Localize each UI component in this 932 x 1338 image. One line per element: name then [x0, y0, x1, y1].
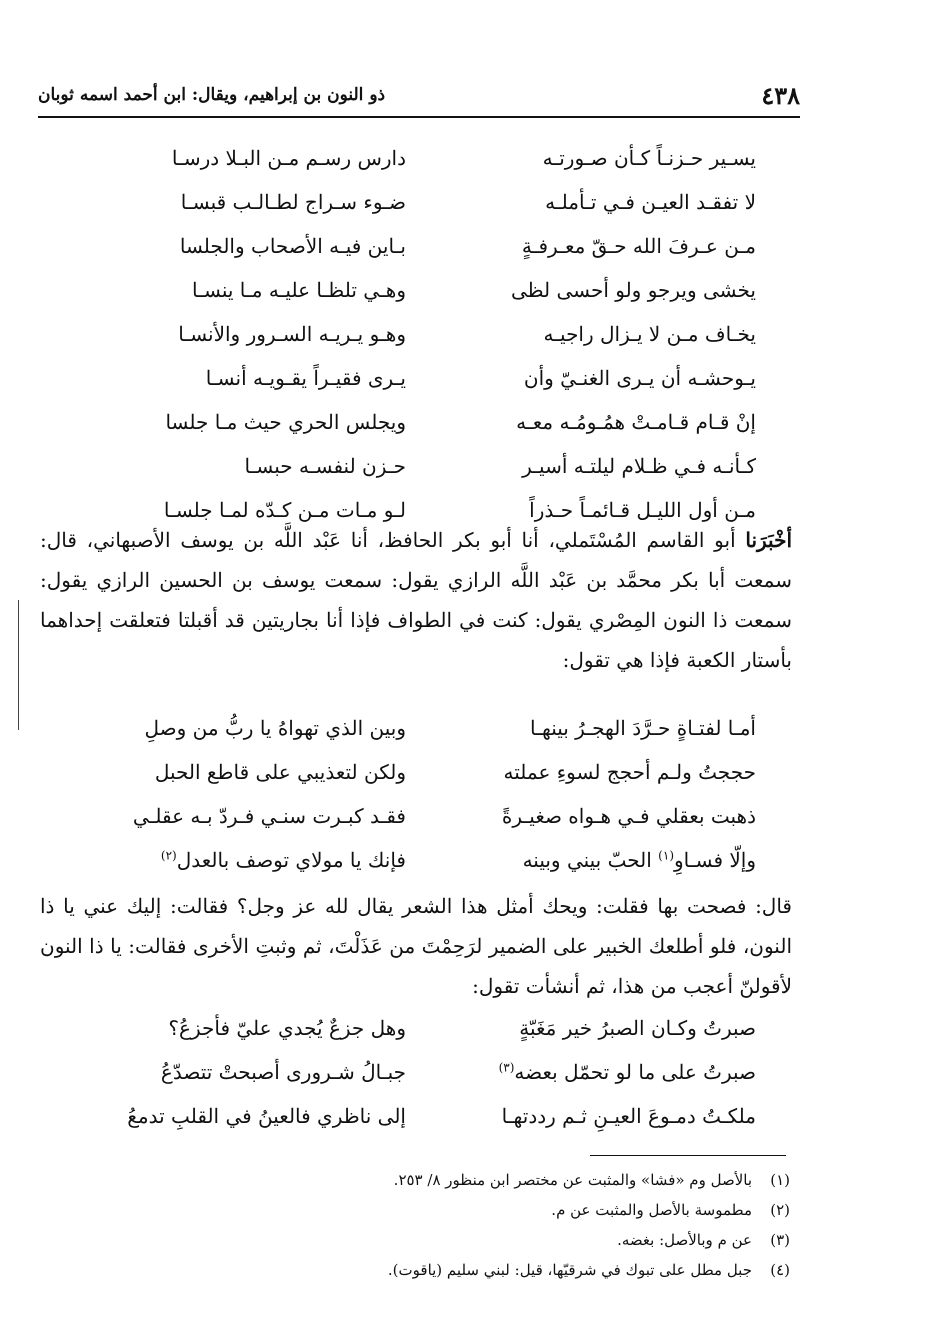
- paragraph-text: أبو القاسم المُسْتَملي، أنا أبو بكر الحافظ، أنا عَبْد اللَّه بن يوسف الأصبهاني، قال: سمعت أبا بكر محمَّد بن عَبْد اللَّه الرازي يقول: سمعت يوسف بن الحسين الرازي يقول: سمعت ذا النون المِصْري يقول: كنت في الطواف فإذا أنا بجاريتين قد أقبلتا فتعلقت إحداهما بأستار الكعبة فإذا هي تقول:: [40, 528, 792, 672]
- verse-first-hemistich: إنْ قـام قـامـتْ همُـومُـه معـه: [516, 410, 756, 434]
- footnote-marker: (٢): [160, 848, 177, 863]
- paragraph: قال: فصحت بها فقلت: ويحك أمثل هذا الشعر يقال لله عز وجل؟ فقالت: إليك عني يا ذا النون، فلو أطلعك الخبير على الضمير لرَحِمْتَ من عَذَلْتَ، ثم وثبتِ الأخرى فقالت: يا ذا النون لأقولنّ أعجب من هذا، ثم أنشأت تقول:: [40, 894, 792, 998]
- verse-second-hemistich: ولكن لتعذيبي على قاطع الحبل: [154, 760, 406, 784]
- footnote-marker: (٣): [498, 1060, 515, 1075]
- verse-first-hemistich: يسـير حـزنـاً كـأن صـورتـه: [542, 146, 756, 170]
- verse-line: [96, 706, 756, 750]
- hemistich-text: صبرتُ على ما لو تحمّل بعضه: [514, 1060, 756, 1084]
- verse-second-hemistich: بـاين فيـه الأصحاب والجلسا: [179, 234, 406, 258]
- verse-second-hemistich: [96, 838, 406, 882]
- verse-second-hemistich: ضـوء سـراج لطـالـب قبسـا: [180, 190, 406, 214]
- verse-line: [96, 400, 756, 444]
- verse-line: [96, 356, 756, 400]
- paragraph: [40, 520, 792, 680]
- verse-line: [96, 750, 756, 794]
- footnote-marker: (١): [658, 848, 674, 863]
- footnote: [200, 1225, 790, 1255]
- verse-first-hemistich: [446, 838, 756, 882]
- verse-second-hemistich: وهـي تلظـا عليـه مـا ينسـا: [192, 278, 406, 302]
- verse-line: [96, 1050, 756, 1094]
- verse-first-hemistich: كـأنـه فـي ظـلام ليلتـه أسيـر: [522, 454, 756, 478]
- poem-one: [96, 136, 756, 532]
- running-title: ذو النون بن إبراهيم، ويقال: ابن أحمد اسمه ثوبان: [38, 85, 386, 105]
- page-header: [38, 78, 800, 112]
- footnote-text: بالأصل وم «فشا» والمثبت عن مختصر ابن منظور ٨/ ٢٥٣.: [393, 1171, 752, 1189]
- verse-line: [96, 444, 756, 488]
- verse-second-hemistich: فقـد كبـرت سنـي فـردّ بـه عقلـي: [132, 804, 406, 828]
- verse-second-hemistich: إلى ناظري فالعينُ في القلبِ تدمعُ: [127, 1104, 406, 1128]
- verse-first-hemistich: مـن عـرفَ الله حـقّ معـرفـةٍ: [521, 234, 756, 258]
- verse-second-hemistich: وبين الذي تهواهُ يا ربُّ من وصلِ: [144, 716, 406, 740]
- hemistich-text: وإلّا فسـاوِ: [674, 848, 756, 872]
- footnote: [200, 1255, 790, 1285]
- footnote-number: (٢): [770, 1201, 790, 1219]
- verse-first-hemistich: يخشى ويرجو ولو أحسى لظى: [510, 278, 756, 302]
- verse-second-hemistich: يـرى فقيـراً يقـويـه أنسـا: [205, 366, 406, 390]
- footnote-number: (١): [770, 1171, 790, 1189]
- footnote-text: مطموسة بالأصل والمثبت عن م.: [551, 1201, 752, 1219]
- hemistich-text: الحبّ بيني وبينه: [522, 848, 659, 872]
- poem-three: [96, 1006, 756, 1138]
- verse-second-hemistich: جبـالُ شـرورى أصبحتْ تتصدّعُ: [160, 1060, 406, 1084]
- verse-first-hemistich: يخـاف مـن لا يـزال راجيـه: [543, 322, 756, 346]
- scan-margin-line: [18, 600, 19, 730]
- footnote: [200, 1195, 790, 1225]
- verse-first-hemistich: [446, 1050, 756, 1094]
- verse-second-hemistich: لـو مـات مـن كـدّه لمـا جلسـا: [163, 498, 406, 522]
- prose-paragraph-one: [40, 520, 792, 680]
- verse-line: [96, 224, 756, 268]
- verse-first-hemistich: صبرتُ وكـان الصبرُ خير مَغَبّةٍ: [519, 1016, 756, 1040]
- verse-first-hemistich: ذهبت بعقلي فـي هـواه صغيـرةً: [501, 804, 756, 828]
- hemistich-text: فإنك يا مولاي توصف بالعدل: [176, 848, 406, 872]
- verse-line: [96, 794, 756, 838]
- footnote: [200, 1165, 790, 1195]
- verse-first-hemistich: حججتُ ولـم أحجج لسوءِ عملته: [503, 760, 756, 784]
- verse-first-hemistich: يـوحشـه أن يـرى الغنـيّ وأن: [523, 366, 756, 390]
- page-number: ٤٣٨: [761, 80, 800, 110]
- verse-second-hemistich: ويجلس الحري حيث مـا جلسا: [165, 410, 406, 434]
- poem-two: [96, 706, 756, 882]
- verse-first-hemistich: ملكـتُ دمـوعَ العيـنِ ثـم رددتهـا: [501, 1104, 756, 1128]
- footnote-number: (٣): [770, 1231, 790, 1249]
- prose-paragraph-two: [40, 886, 792, 1006]
- verse-first-hemistich: مـن أول الليـل قـائمـاً حـذراً: [529, 498, 756, 522]
- footnotes: [200, 1165, 790, 1285]
- verse-line: [96, 312, 756, 356]
- footnote-rule: [590, 1155, 786, 1156]
- footnote-text: جبل مطل على تبوك في شرقيّها، قيل: لبني سليم (ياقوت).: [387, 1261, 752, 1279]
- verse-line: [96, 136, 756, 180]
- footnote-number: (٤): [770, 1261, 790, 1279]
- verse-second-hemistich: وهـو يـريـه السـرور والأنسـا: [178, 322, 406, 346]
- verse-line: [96, 1006, 756, 1050]
- isnad-lead-word: أخْبَرَنا: [745, 528, 792, 552]
- verse-second-hemistich: وهل جزعٌ يُجدي عليّ فأجزعُ؟: [168, 1016, 406, 1040]
- verse-second-hemistich: دارس رسـم مـن البـلا درسـا: [171, 146, 406, 170]
- verse-line: [96, 180, 756, 224]
- verse-line: [96, 838, 756, 882]
- header-rule: [38, 116, 800, 118]
- verse-line: [96, 1094, 756, 1138]
- verse-first-hemistich: لا تفقـد العيـن فـي تـأملـه: [545, 190, 756, 214]
- footnote-text: عن م وبالأصل: بغضه.: [617, 1231, 752, 1249]
- verse-second-hemistich: حـزن لنفسـه حبسـا: [244, 454, 406, 478]
- verse-line: [96, 268, 756, 312]
- verse-first-hemistich: أمـا لفتـاةٍ حـرَّدَ الهجـرُ بينهـا: [530, 716, 756, 740]
